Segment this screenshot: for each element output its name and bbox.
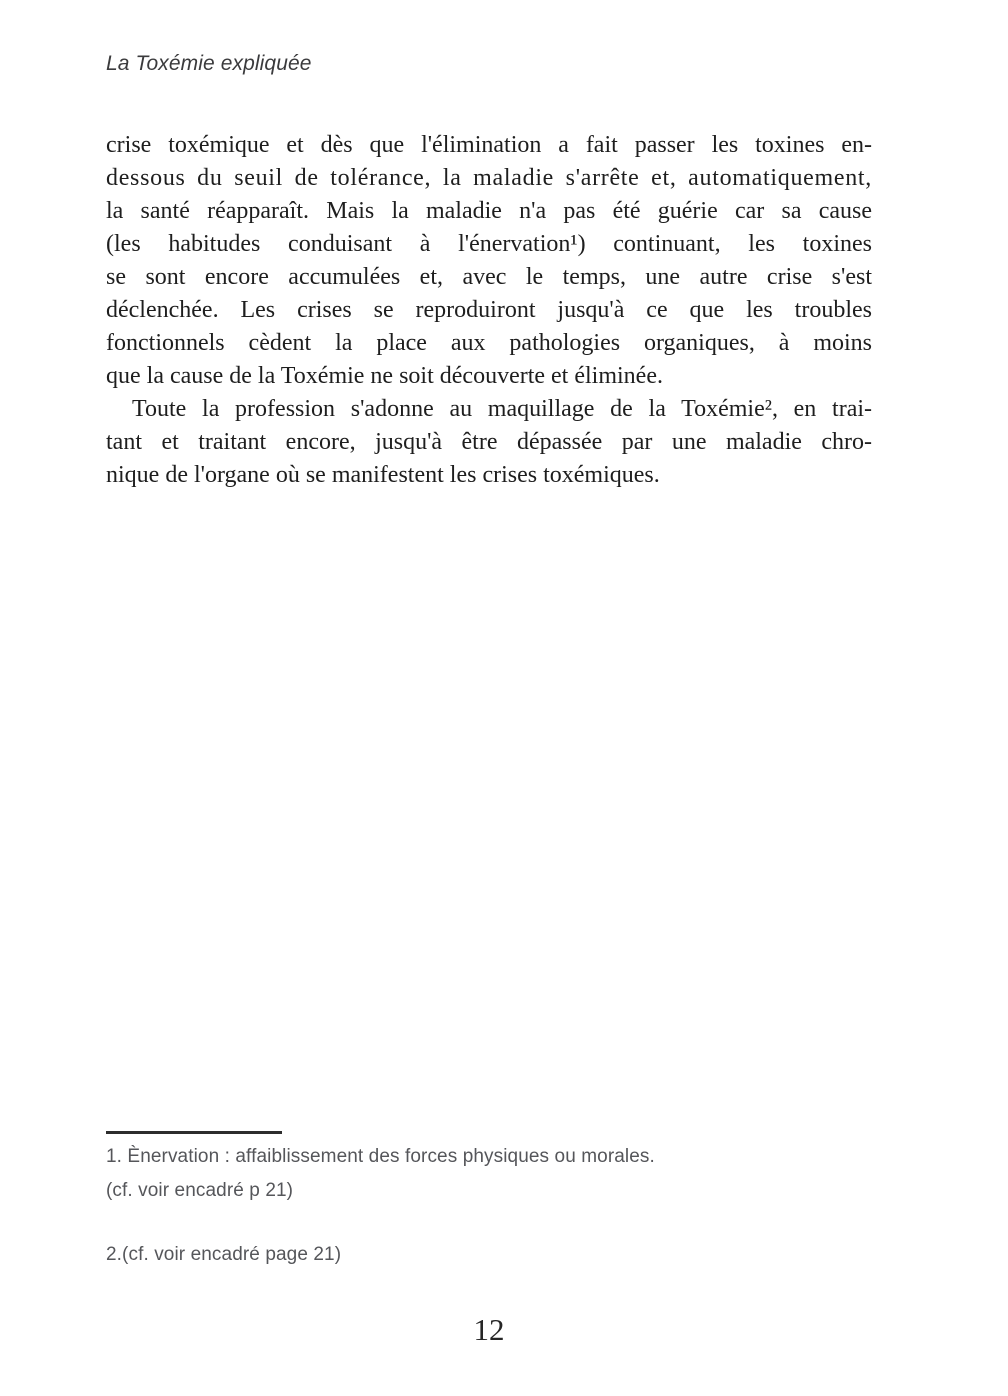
paragraph-2 [106,393,872,492]
text-line: crise toxémique et dès que l'élimination a fait passer les toxines en- [106,132,872,158]
text-line: (cf. voir encadré p 21) [106,1180,294,1201]
running-header: La Toxémie expliquée [106,52,312,75]
footnote-separator-rule [106,1131,282,1134]
text-line: 2.(cf. voir encadré page 21) [106,1244,342,1265]
text-line: se sont encore accumulées et, avec le temps, une autre crise s'est [106,264,872,290]
text-line: dessous du seuil de tolérance, la maladie s'arrête et, automatiquement, [106,165,872,191]
paragraph-1 [106,129,872,393]
body-text [106,129,872,492]
text-line: tant et traitant encore, jusqu'à être dépassée par une maladie chro- [106,429,872,455]
text-line: (les habitudes conduisant à l'énervation¹) continuant, les toxines [106,231,872,257]
text-line: fonctionnels cèdent la place aux pathologies organiques, à moins [106,330,872,356]
footnote-2 [106,1238,872,1272]
text-line: que la cause de la Toxémie ne soit découverte et éliminée. [106,363,663,389]
text-line: 1. Ènervation : affaiblissement des forces physiques ou morales. [106,1146,655,1167]
page-number: 12 [473,1312,505,1347]
text-line: Toute la profession s'adonne au maquillage de la Toxémie², en trai- [132,396,872,422]
text-line: nique de l'organe où se manifestent les crises toxémiques. [106,462,660,488]
footnote-1 [106,1140,872,1208]
text-line: la santé réapparaît. Mais la maladie n'a pas été guérie car sa cause [106,198,872,224]
text-line: déclenchée. Les crises se reproduiront jusqu'à ce que les troubles [106,297,872,323]
